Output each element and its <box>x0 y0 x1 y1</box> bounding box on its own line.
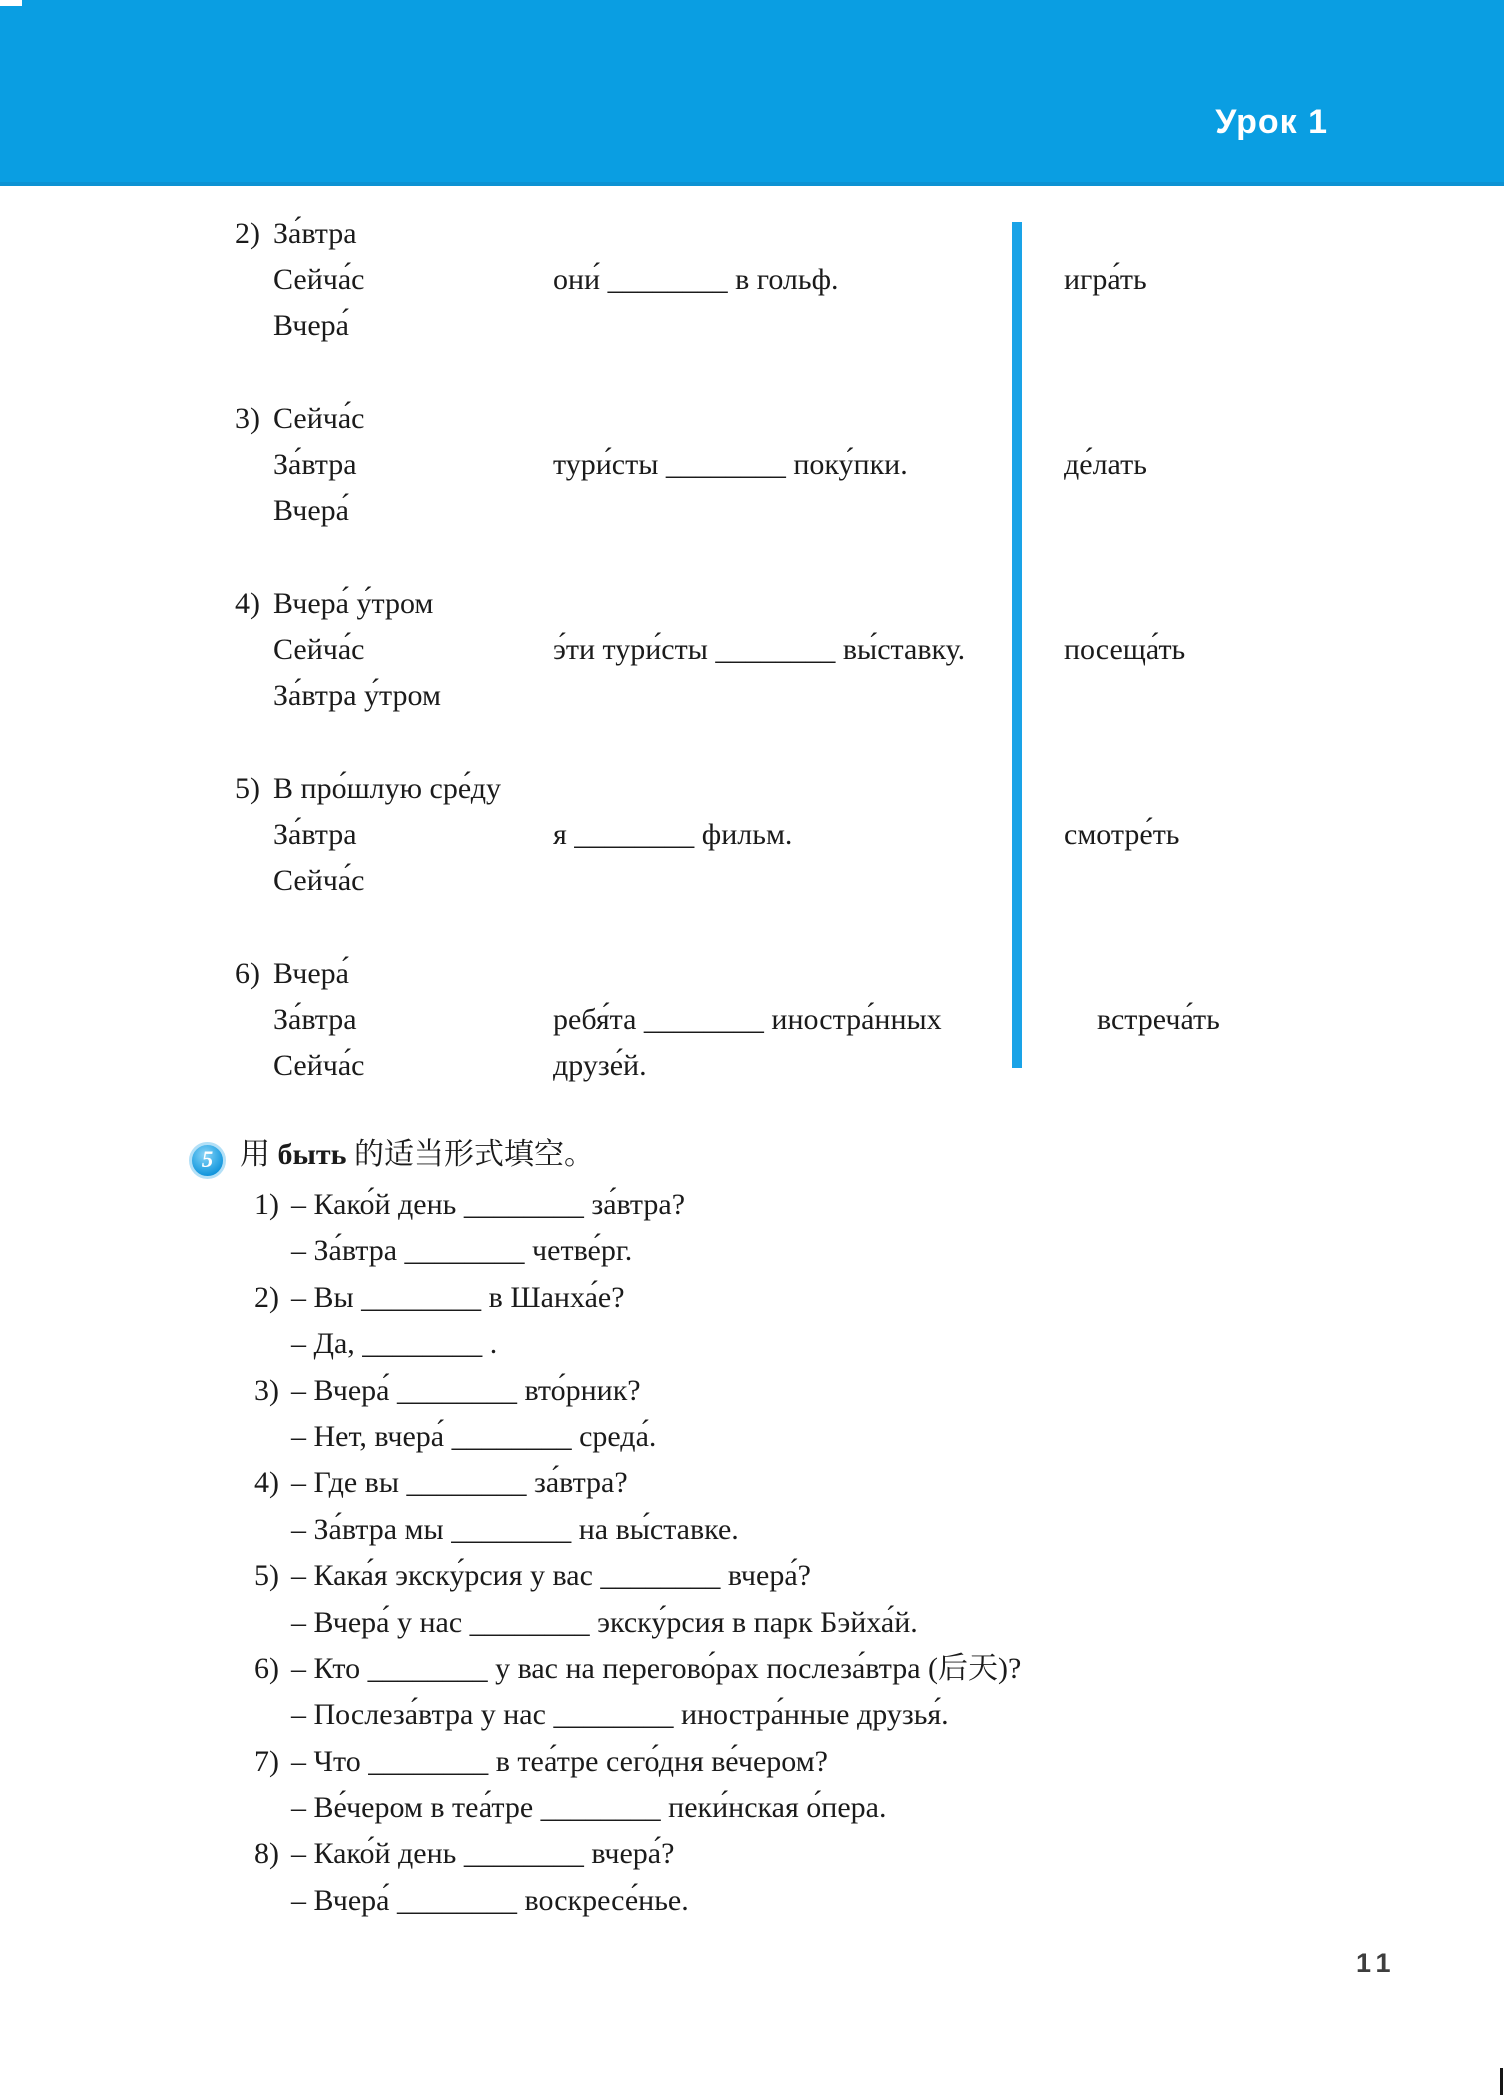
lesson-title: Урок 1 <box>1215 103 1328 141</box>
line-text: – Вчера́ ________ воскресе́нье. <box>291 1883 689 1917</box>
fill-blank-sentence: тури́сты ________ поку́пки. <box>553 448 908 481</box>
line-text: – Что ________ в теа́тре сего́дня ве́чером? <box>291 1744 828 1778</box>
time-label: Вчера́ у́тром <box>273 587 434 620</box>
exercise-item <box>235 951 1415 1089</box>
line-number: 3) <box>254 1373 279 1407</box>
line-number: 5) <box>254 1559 279 1593</box>
exercise-number-badge <box>189 1142 226 1179</box>
header-bar <box>0 0 1504 186</box>
dialogue-line <box>0 1878 1504 1924</box>
line-text: – Вчера́ у нас ________ экску́рсия в парк Бэйха́й. <box>291 1605 918 1639</box>
line-number: 2) <box>254 1280 279 1314</box>
time-label: За́втра <box>273 1003 357 1036</box>
line-text: – Нет, вчера́ ________ среда́. <box>291 1419 657 1453</box>
dialogue-line <box>0 1507 1504 1553</box>
item-number: 4) <box>235 587 260 620</box>
item-number: 3) <box>235 402 260 435</box>
line-number: 6) <box>254 1651 279 1685</box>
exercise-title-prefix: 用 <box>240 1138 278 1171</box>
time-label: Сейча́с <box>273 263 365 296</box>
line-number: 1) <box>254 1188 279 1221</box>
time-label: Сейча́с <box>273 402 365 435</box>
exercise5-list <box>0 1182 1504 1924</box>
line-number: 7) <box>254 1744 279 1778</box>
dialogue-line <box>0 1600 1504 1646</box>
verb-hint: встреча́ть <box>1097 1003 1220 1036</box>
exercise5-header <box>0 1132 1504 1182</box>
dialogue-line <box>0 1414 1504 1460</box>
time-label: Вчера́ <box>273 309 349 342</box>
line-text: – Кака́я экску́рсия у вас ________ вчера́? <box>291 1559 811 1593</box>
dialogue-line <box>0 1785 1504 1831</box>
line-text: – Кто ________ у вас на перегово́рах послеза́втра (后天)? <box>291 1651 1022 1685</box>
verb-hint: посеща́ть <box>1064 633 1186 666</box>
line-number: 8) <box>254 1837 279 1871</box>
line-text: – Како́й день ________ вчера́? <box>291 1837 675 1871</box>
time-label: За́втра у́тром <box>273 679 441 712</box>
dialogue-line <box>0 1321 1504 1367</box>
verb-hint: де́лать <box>1064 448 1147 481</box>
dialogue-line <box>0 1460 1504 1506</box>
dialogue-line <box>0 1646 1504 1692</box>
item-number: 5) <box>235 772 260 805</box>
exercise-title <box>240 1132 594 1178</box>
dialogue-line <box>0 1831 1504 1877</box>
dialogue-line <box>0 1739 1504 1785</box>
dialogue-line <box>0 1228 1504 1274</box>
line-text: – Вы ________ в Шанха́е? <box>291 1280 625 1314</box>
time-label: Вчера́ <box>273 957 349 990</box>
dialogue-line <box>0 1182 1504 1228</box>
item-number: 6) <box>235 957 260 990</box>
line-text: – За́втра мы ________ на вы́ставке. <box>291 1512 739 1546</box>
dialogue-line <box>0 1553 1504 1599</box>
time-label: За́втра <box>273 217 357 250</box>
page-number: 11 <box>1356 1948 1397 1978</box>
time-label: Вчера́ <box>273 494 349 527</box>
time-label: Сейча́с <box>273 1049 365 1082</box>
line-text: – За́втра ________ четве́рг. <box>291 1234 633 1268</box>
scan-artifact <box>0 0 22 6</box>
line-text: – Како́й день ________ за́втра? <box>291 1188 686 1221</box>
line-text: – Где вы ________ за́втра? <box>291 1466 628 1500</box>
dialogue-line <box>0 1275 1504 1321</box>
exercise-item <box>235 766 1415 904</box>
time-label: За́втра <box>273 448 357 481</box>
item-number: 2) <box>235 217 260 250</box>
line-text: – Вчера́ ________ вто́рник? <box>291 1373 641 1407</box>
line-text: – Ве́чером в теа́тре ________ пеки́нская о́пера. <box>291 1791 887 1825</box>
exercise-item <box>235 211 1415 349</box>
fill-blank-sentence-cont: друзе́й. <box>553 1049 647 1082</box>
exercise-number: 5 <box>201 1147 214 1172</box>
verb-hint: игра́ть <box>1064 263 1147 296</box>
fill-blank-sentence: они́ ________ в гольф. <box>553 263 839 296</box>
fill-blank-sentence: э́ти тури́сты ________ вы́ставку. <box>553 633 966 666</box>
fill-blank-sentence: ребя́та ________ иностра́нных <box>553 1003 942 1036</box>
line-text: – Да, ________ . <box>291 1327 498 1361</box>
exercise-item <box>235 581 1415 719</box>
scan-artifact <box>1500 2068 1503 2095</box>
dialogue-line <box>0 1368 1504 1414</box>
time-label: В про́шлую сре́ду <box>273 772 502 805</box>
verb-hint: смотре́ть <box>1064 818 1180 851</box>
time-label: Сейча́с <box>273 633 365 666</box>
dialogue-line <box>0 1692 1504 1738</box>
time-label: Сейча́с <box>273 864 365 897</box>
exercise-title-suffix: 的适当形式填空。 <box>346 1138 595 1171</box>
exercise-item <box>235 396 1415 534</box>
line-number: 4) <box>254 1466 279 1500</box>
fill-blank-sentence: я ________ фильм. <box>553 818 793 851</box>
time-label: За́втра <box>273 818 357 851</box>
exercise-title-verb: быть <box>277 1138 347 1171</box>
line-text: – Послеза́втра у нас ________ иностра́нные друзья́. <box>291 1698 949 1732</box>
